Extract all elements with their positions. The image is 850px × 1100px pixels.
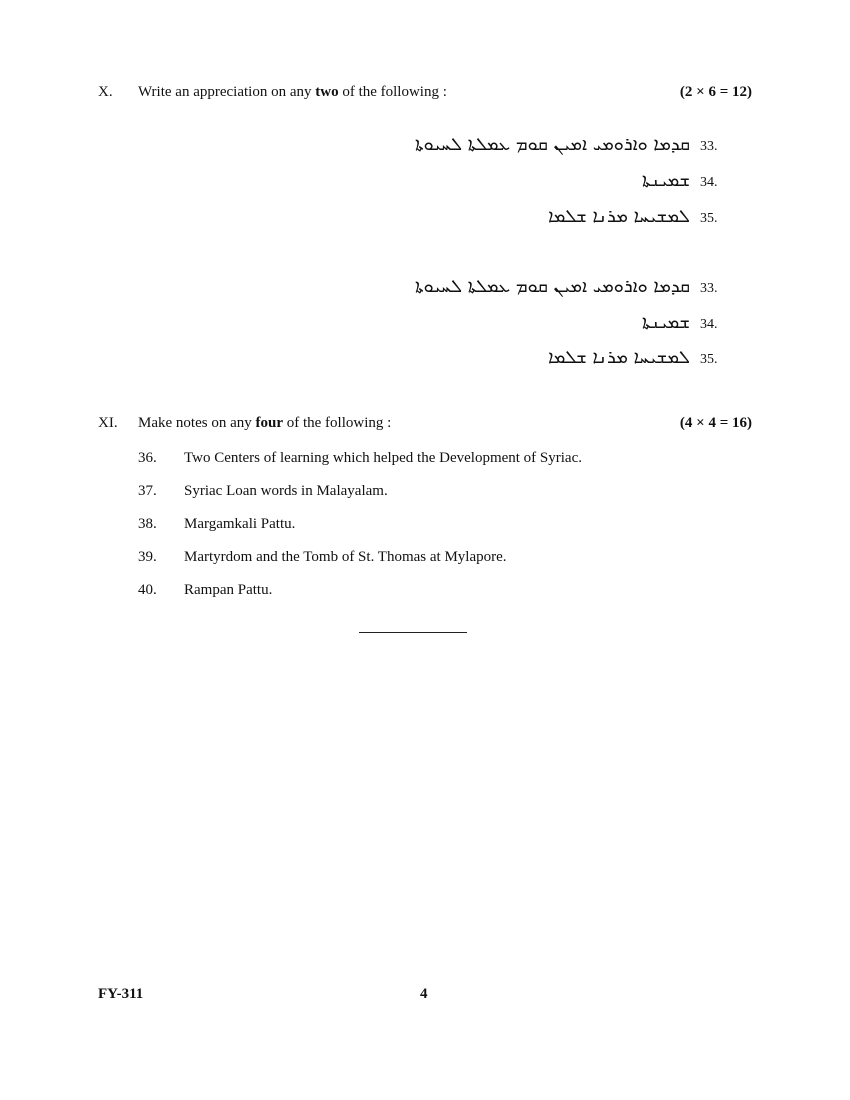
- syriac-text: ܫܡܝܢܬܐ: [642, 312, 690, 333]
- item-number: 35.: [700, 211, 718, 226]
- footer-page-number: 4: [420, 986, 428, 1002]
- item-number: 37.: [138, 483, 157, 499]
- section-xi-text-bold: four: [255, 415, 283, 431]
- section-x-heading: [98, 84, 752, 101]
- note-item-36: [138, 450, 582, 467]
- item-text: Syriac Loan words in Malayalam.: [184, 483, 388, 499]
- item-number: 40.: [138, 582, 157, 598]
- section-xi-roman: XI.: [98, 415, 118, 431]
- item-text: Martyrdom and the Tomb of St. Thomas at Mylapore.: [184, 549, 507, 565]
- note-item-38: [138, 516, 295, 533]
- item-number: 36.: [138, 450, 157, 466]
- note-item-40: [138, 582, 272, 599]
- syriac-item-b-33: [415, 276, 726, 297]
- item-number: 38.: [138, 516, 157, 532]
- syriac-text: ܠܡܫܝܚܐ ܡܪܢܐ ܫܠܡܐ: [548, 347, 690, 368]
- section-xi-text-after: of the following :: [282, 415, 392, 431]
- item-number: 33.: [700, 281, 718, 296]
- section-x-marks: (2 × 6 = 12): [679, 84, 752, 100]
- section-x-text-bold: two: [315, 84, 339, 100]
- note-item-39: [138, 549, 507, 566]
- syriac-text: ܩܕܡܐ ܘܐܪܘܡܝ ܐܡܝܢ ܩܘܡ ܥܡܠܬܐ ܠܚܝܘܬܐ: [415, 134, 690, 155]
- syriac-text: ܠܡܫܝܚܐ ܡܪܢܐ ܫܠܡܐ: [548, 206, 690, 227]
- section-x-text-after: of the following :: [338, 84, 447, 100]
- syriac-text: ܩܕܡܐ ܘܐܪܘܡܝ ܐܡܝܢ ܩܘܡ ܥܡܠܬܐ ܠܚܝܘܬܐ: [415, 276, 690, 297]
- item-number: 34.: [700, 175, 718, 190]
- item-text: Margamkali Pattu.: [184, 516, 296, 532]
- syriac-item-b-34: [642, 312, 726, 333]
- footer-code: FY-311: [98, 986, 144, 1002]
- item-number: 33.: [700, 139, 718, 154]
- note-item-37: [138, 483, 388, 500]
- item-number: 35.: [700, 352, 718, 367]
- syriac-item-a-35: [548, 206, 726, 227]
- section-xi-instruction: [138, 415, 680, 432]
- section-x-text-before: Write an appreciation on any: [138, 84, 316, 100]
- section-xi-text-before: Make notes on any: [138, 415, 256, 431]
- item-text: Two Centers of learning which helped the Development of Syriac.: [184, 450, 582, 466]
- section-x-instruction: [138, 84, 680, 101]
- end-rule: [359, 632, 467, 633]
- syriac-text: ܫܡܝܢܬܐ: [642, 170, 690, 191]
- syriac-item-b-35: [548, 347, 726, 368]
- section-xi-marks: (4 × 4 = 16): [679, 415, 752, 431]
- item-number: 34.: [700, 317, 718, 332]
- syriac-item-a-34: [642, 170, 726, 191]
- section-xi-heading: [98, 415, 752, 432]
- item-text: Rampan Pattu.: [184, 582, 273, 598]
- section-x-roman: X.: [98, 84, 113, 100]
- syriac-item-a-33: [415, 134, 726, 155]
- item-number: 39.: [138, 549, 157, 565]
